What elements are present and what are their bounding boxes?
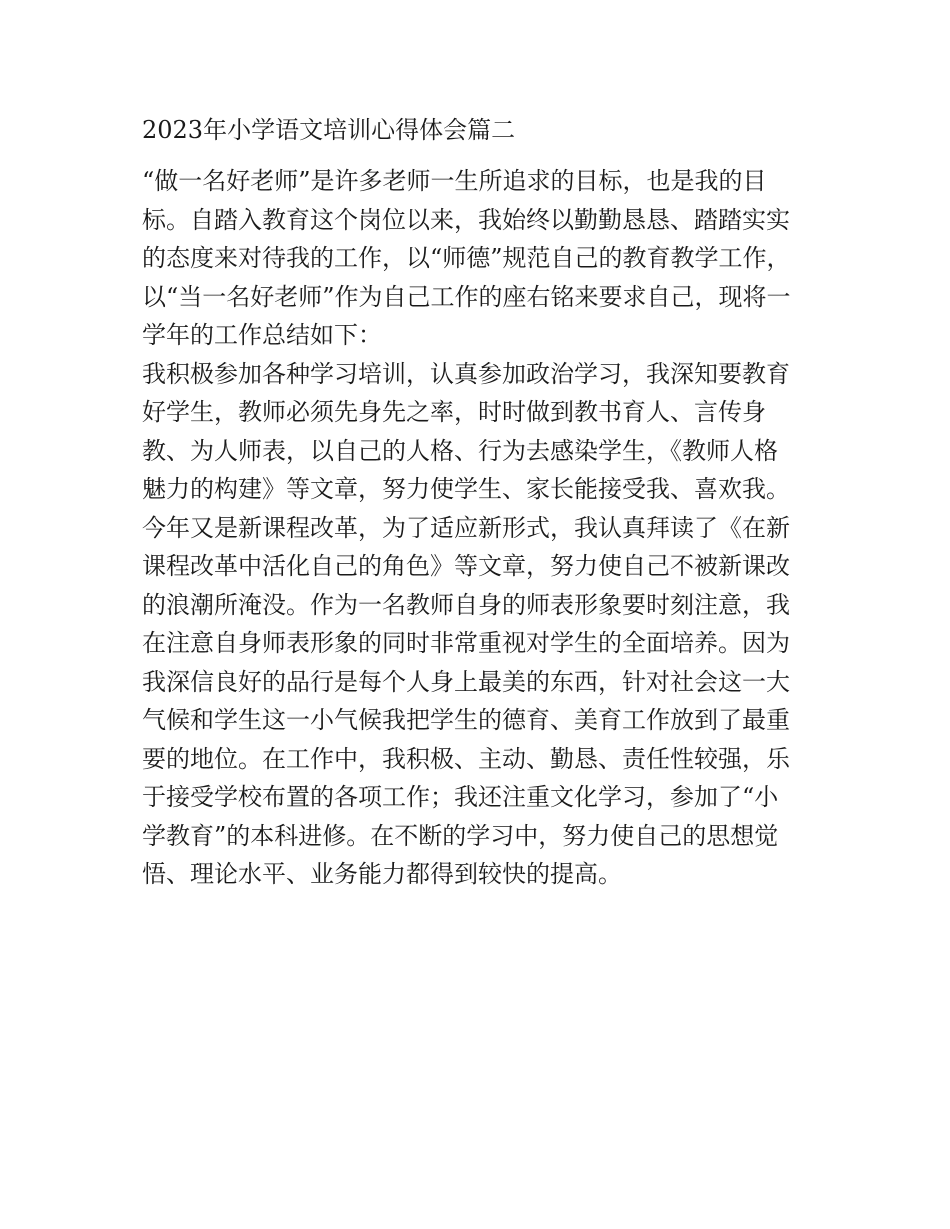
text-line: 今年又是新课程改革，为了适应新形式，我认真拜读了《在新 xyxy=(142,513,790,542)
text-line: 的态度来对待我的工作，以“师德”规范自己的教育教学工作， xyxy=(142,244,791,272)
text-line: 悟、理论水平、业务能力都得到较快的提高。 xyxy=(142,860,622,888)
text-line: 于接受学校布置的各项工作；我还注重文化学习，参加了“小 xyxy=(142,783,779,811)
page-title: 2023年小学语文培训心得体会篇二 xyxy=(142,116,516,144)
text-line: 魅力的构建》等文章，努力使学生、家长能接受我、喜欢我。 xyxy=(142,475,790,503)
text-line: 标。自踏入教育这个岗位以来，我始终以勤勤恳恳、踏踏实实 xyxy=(142,205,790,234)
text-line: 我深信良好的品行是每个人身上最美的东西，针对社会这一大 xyxy=(142,667,790,696)
text-line: 好学生，教师必须先身先之率，时时做到教书育人、言传身 xyxy=(142,398,766,426)
text-line: 以“当一名好老师”作为自己工作的座右铭来要求自己，现将一 xyxy=(142,282,791,311)
text-line: 在注意自身师表形象的同时非常重视对学生的全面培养。因为 xyxy=(142,629,790,657)
text-line: “做一名好老师”是许多老师一生所追求的目标，也是我的目 xyxy=(142,167,767,195)
document-body xyxy=(142,162,822,894)
text-line: 的浪潮所淹没。作为一名教师自身的师表形象要时刻注意，我 xyxy=(142,590,790,619)
text-line: 课程改革中活化自己的角色》等文章，努力使自己不被新课改 xyxy=(142,552,790,580)
text-line: 要的地位。在工作中，我积极、主动、勤恳、责任性较强，乐 xyxy=(142,744,790,773)
text-line: 我积极参加各种学习培训，认真参加政治学习，我深知要教育 xyxy=(142,359,790,388)
text-line: 气候和学生这一小气候我把学生的德育、美育工作放到了最重 xyxy=(142,706,790,734)
text-line: 学教育”的本科进修。在不断的学习中，努力使自己的思想觉 xyxy=(142,821,779,850)
text-line: 学年的工作总结如下： xyxy=(142,321,382,349)
text-line: 教、为人师表，以自己的人格、行为去感染学生，《教师人格 xyxy=(142,436,778,465)
